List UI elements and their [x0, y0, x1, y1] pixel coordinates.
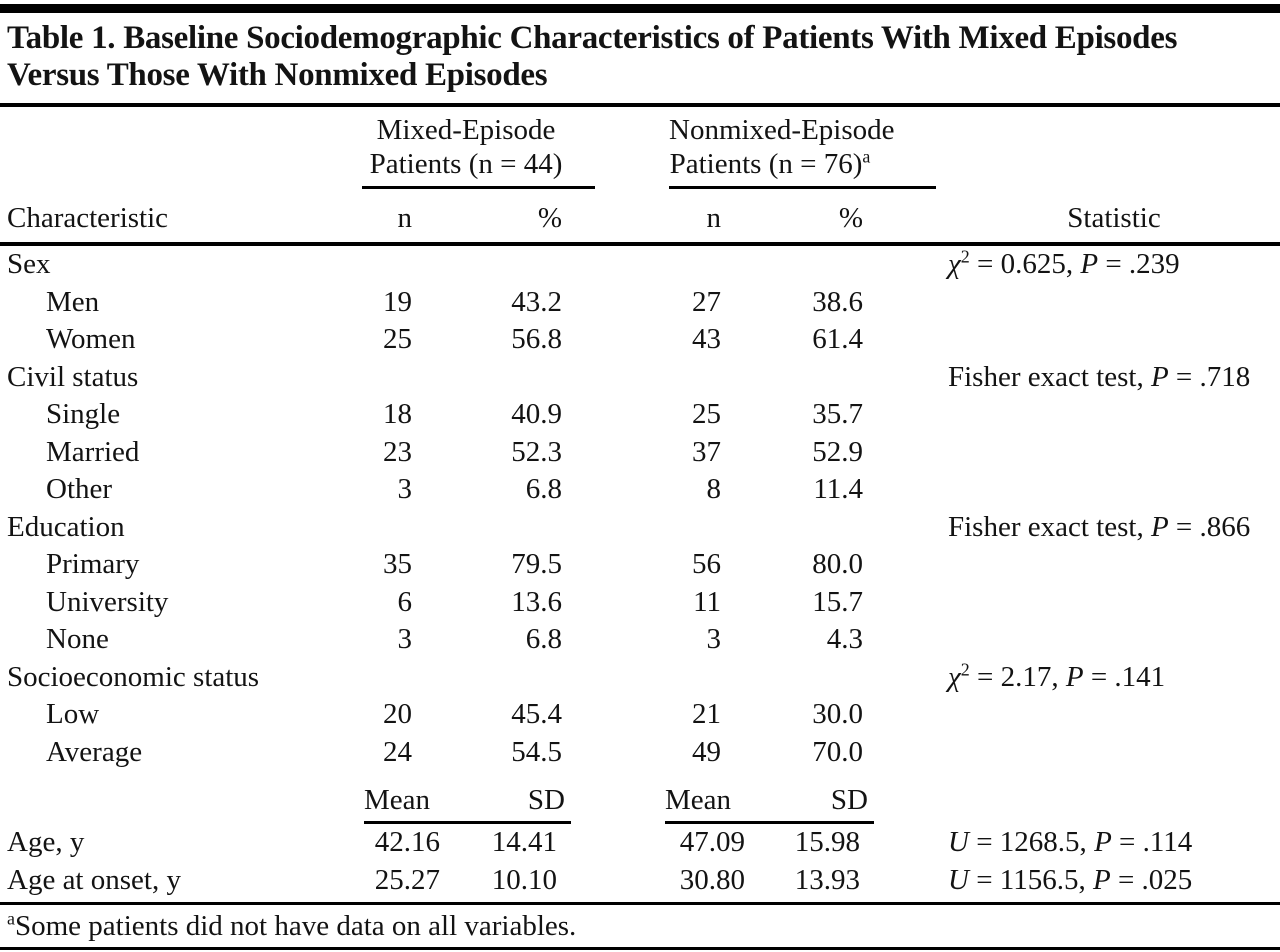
- table-row-age-at-onset: [0, 862, 1280, 903]
- value-cell: 80.0: [812, 548, 863, 580]
- group-header-nonmixed: [570, 107, 895, 189]
- table-row-none: [0, 621, 1280, 659]
- value-cell: 24: [383, 735, 412, 768]
- table-footnote: [0, 905, 1280, 947]
- group-nonmixed-footnote-marker: a: [862, 146, 871, 167]
- value-cell: 43: [692, 323, 721, 355]
- table-row-education: [0, 509, 1280, 547]
- value-cell: 42.16: [374, 826, 440, 858]
- row-label-civil-status: Civil status: [7, 360, 139, 393]
- value-cell: 11: [693, 585, 721, 618]
- value-cell: 38.6: [812, 285, 863, 318]
- mean-sd-header-row: [0, 771, 1280, 824]
- value-cell: 45.4: [511, 698, 562, 730]
- row-label-age-at-onset: Age at onset, y: [7, 863, 181, 896]
- value-cell: 56: [692, 548, 721, 580]
- table-row-civil-status: [0, 359, 1280, 397]
- value-cell: 49: [692, 735, 721, 768]
- value-cell: 15.98: [794, 826, 860, 858]
- value-cell: 8: [706, 473, 721, 505]
- value-cell: 10.10: [491, 863, 557, 896]
- mean-sd-header-nonmixed: [565, 771, 868, 824]
- value-cell: 61.4: [812, 323, 863, 355]
- value-cell: 25: [692, 398, 721, 430]
- row-label-primary: Primary: [46, 548, 140, 580]
- row-label-single: Single: [46, 398, 121, 430]
- value-cell: 30.0: [812, 698, 863, 730]
- characteristic-header: Characteristic: [0, 189, 330, 244]
- value-cell: 3: [706, 623, 721, 655]
- value-cell: 43.2: [511, 285, 562, 318]
- sd-header-mixed: SD: [527, 784, 565, 816]
- group-header-stat-spacer: [871, 107, 1280, 189]
- group-header-spacer: [0, 107, 330, 189]
- table-row-socioeconomic-status: [0, 659, 1280, 697]
- value-cell: 23: [383, 435, 412, 468]
- group-nonmixed-line2: Patients (n = 76)$^a$: [669, 146, 871, 180]
- value-cell: 18: [383, 398, 412, 430]
- footnote-text: Some patients did not have data on all variables.: [14, 910, 577, 942]
- stat-age-at-onset: U = 1156.5, P = .025: [948, 863, 1193, 896]
- value-cell: 30.80: [679, 863, 745, 896]
- row-label-low: Low: [46, 698, 100, 730]
- pct-header-nonmixed: %: [729, 189, 871, 244]
- mean-header-nonmixed: Mean: [665, 784, 732, 816]
- value-cell: 37: [692, 435, 721, 468]
- row-label-women: Women: [46, 323, 136, 355]
- value-cell: 6.8: [525, 623, 562, 655]
- statistic-header: Statistic: [871, 189, 1280, 244]
- row-label-education: Education: [7, 510, 125, 543]
- value-cell: 6: [397, 585, 412, 618]
- group-header-row: [0, 107, 1280, 189]
- sd-header-nonmixed: SD: [830, 784, 868, 816]
- table-row-age: [0, 824, 1280, 862]
- value-cell: 52.3: [511, 435, 562, 468]
- table-row-low: [0, 696, 1280, 734]
- row-label-university: University: [46, 585, 169, 618]
- value-cell: 3: [397, 623, 412, 655]
- value-cell: 3: [397, 473, 412, 505]
- value-cell: 25.27: [374, 863, 440, 896]
- value-cell: 21: [692, 698, 721, 730]
- table-row-single: [0, 396, 1280, 434]
- footnote-marker: a: [7, 908, 15, 929]
- table-row-married: [0, 434, 1280, 472]
- n-header-nonmixed: n: [570, 189, 729, 244]
- main-table: [0, 107, 1280, 771]
- table-row-sex: [0, 244, 1280, 284]
- value-cell: 54.5: [511, 735, 562, 768]
- value-cell: 20: [383, 698, 412, 730]
- row-label-married: Married: [46, 435, 140, 468]
- value-cell: 14.41: [491, 826, 557, 858]
- value-cell: 52.9: [812, 435, 863, 468]
- pct-header-mixed: %: [420, 189, 570, 244]
- table-row-university: [0, 584, 1280, 622]
- table-row-average: [0, 734, 1280, 772]
- stat-socioeconomic-status: $\chi^2 = 2.17$, P = .141: [948, 658, 1166, 693]
- table-row-primary: [0, 546, 1280, 584]
- value-cell: 6.8: [525, 473, 562, 505]
- row-label-men: Men: [46, 285, 100, 318]
- group-mixed-line1: Mixed-Episode: [376, 114, 556, 146]
- row-label-age: Age, y: [7, 826, 85, 858]
- mean-sd-table: [0, 771, 1280, 902]
- value-cell: 11.4: [813, 473, 863, 505]
- row-label-socioeconomic-status: Socioeconomic status: [7, 660, 260, 693]
- value-cell: 35.7: [812, 398, 863, 430]
- table-row-other: [0, 471, 1280, 509]
- value-cell: 47.09: [679, 826, 745, 858]
- value-cell: 79.5: [511, 548, 562, 580]
- stat-civil-status: Fisher exact test, P = .718: [948, 360, 1251, 393]
- stat-education: Fisher exact test, P = .866: [948, 510, 1251, 543]
- row-label-other: Other: [46, 473, 113, 505]
- stat-age: U = 1268.5, P = .114: [948, 826, 1193, 858]
- row-label-sex: Sex: [7, 248, 51, 280]
- value-cell: 19: [383, 285, 412, 318]
- stat-sex: $\chi^2 = 0.625$, P = .239: [948, 246, 1180, 280]
- value-cell: 70.0: [812, 735, 863, 768]
- value-cell: 13.93: [794, 863, 860, 896]
- value-cell: 25: [383, 323, 412, 355]
- row-label-average: Average: [46, 735, 143, 768]
- value-cell: 15.7: [812, 585, 863, 618]
- value-cell: 35: [383, 548, 412, 580]
- column-header-row: [0, 189, 1280, 244]
- row-label-none: None: [46, 623, 109, 655]
- mean-sd-header-mixed: [330, 771, 565, 824]
- group-header-mixed: [330, 107, 570, 189]
- value-cell: 27: [692, 285, 721, 318]
- group-nonmixed-line1: Nonmixed-Episode: [669, 114, 895, 146]
- n-header-mixed: n: [330, 189, 420, 244]
- value-cell: 13.6: [511, 585, 562, 618]
- bottom-rule: [0, 947, 1280, 950]
- value-cell: 4.3: [826, 623, 863, 655]
- value-cell: 56.8: [511, 323, 562, 355]
- value-cell: 40.9: [511, 398, 562, 430]
- table-row-women: [0, 321, 1280, 359]
- group-mixed-line2: Patients (n = 44): [369, 148, 563, 180]
- mean-header-mixed: Mean: [364, 784, 431, 816]
- table-title: Table 1. Baseline Sociodemographic Characteristics of Patients With Mixed Episodes Versus Those With Nonmixed Episodes: [7, 20, 1178, 93]
- table-row-men: [0, 284, 1280, 322]
- top-rule: [0, 4, 1280, 13]
